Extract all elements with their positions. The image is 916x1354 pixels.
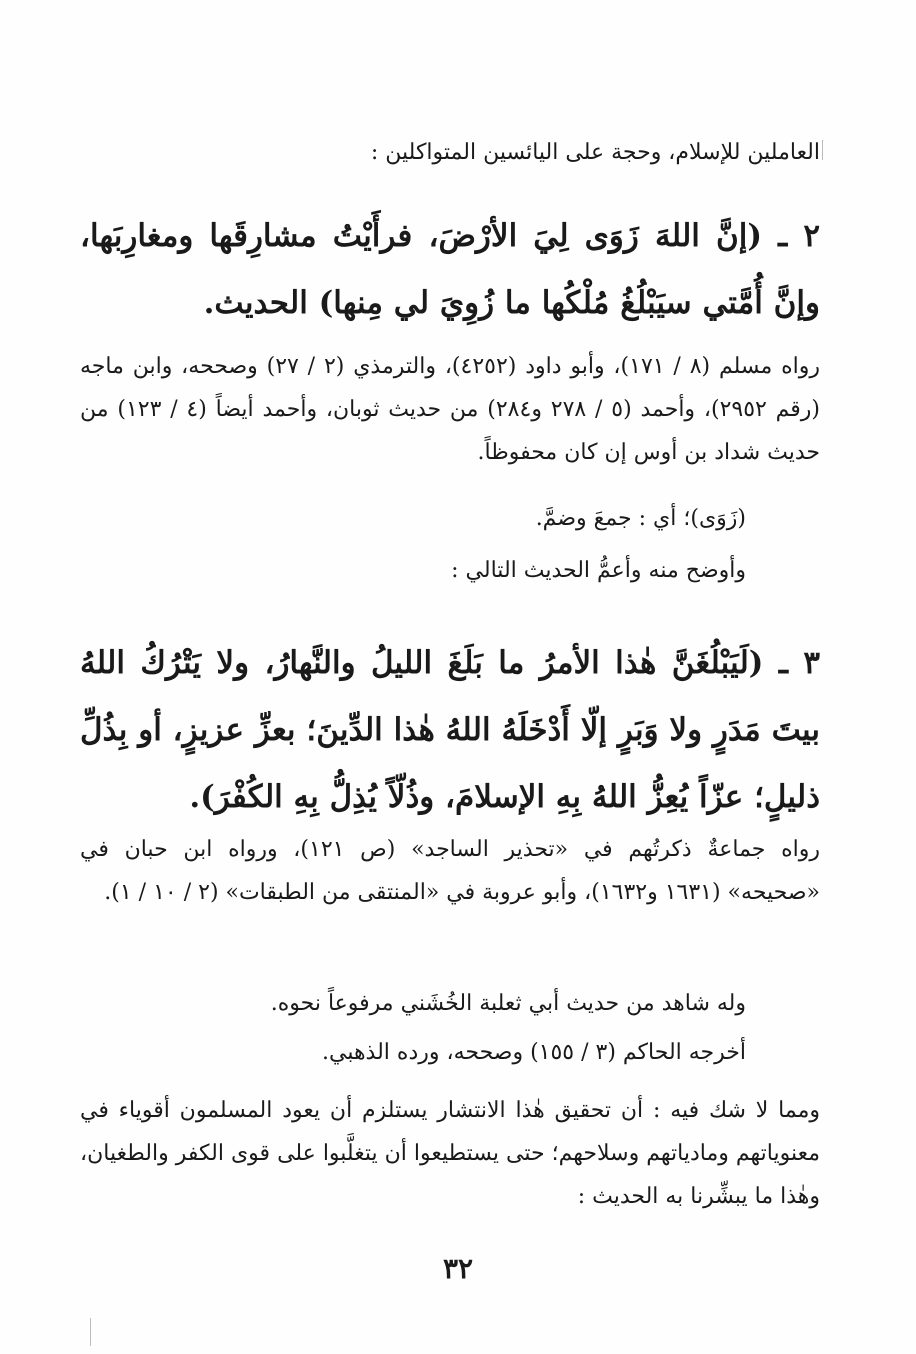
transition-line: وأوضح منه وأعمُّ الحديث التالي : [451, 558, 746, 583]
witness-line: وله شاهد من حديث أبي ثعلبة الخُشَني مرفوعاً نحوه. [270, 991, 746, 1016]
margin-mark-bottom [90, 1318, 91, 1346]
hakim-line: أخرجه الحاكم (٣ / ١٥٥) وصححه، ورده الذهبي. [321, 1040, 746, 1065]
takhrij-2: رواه مسلم (٨ / ١٧١)، وأبو داود (٤٢٥٢)، والترمذي (٢ / ٢٧) وصححه، وابن ماجه (رقم ٢٩٥٢)، وأحمد (٥ / ٢٧٨ و٢٨٤) من حديث ثوبان، وأحمد أيضاً (٤ / ١٢٣) من حديث شداد بن أوس إن كان محفوظاً. [80, 354, 821, 465]
takhrij-3: رواه جماعةٌ ذكرتُهم في «تحذير الساجد» (ص ١٢١)، ورواه ابن حبان في «صحيحه» (١٦٣١ و١٦٣٢)، وأبو عروبة في «المنتقى من الطبقات» (٢ / ١٠ / ١). [80, 837, 820, 905]
conclusion-paragraph: ومما لا شك فيه : أن تحقيق هٰذا الانتشار يستلزم أن يعود المسلمون أقوياء في معنوياتهم ومادياتهم وسلاحهم؛ حتى يستطيعوا أن يتغلَّبوا على قوى الكفر والطغيان، وهٰذا ما يبشِّرنا به الحديث : [80, 1098, 820, 1209]
hadith-3: ٣ ـ (لَيَبْلُغَنَّ هٰذا الأمرُ ما بَلَغَ الليلُ والنَّهارُ، ولا يَتْرُكُ اللهُ بيتَ مَدَرٍ ولا وَبَرٍ إلّا أَدْخَلَهُ اللهُ هٰذا الدِّينَ؛ بعزِّ عزيزٍ، أو بِذُلِّ ذليلٍ؛ عزّاً يُعِزُّ اللهُ بِهِ الإسلامَ، وذُلّاً يُذِلُّ بِهِ الكُفْرَ). [80, 645, 820, 815]
gloss-2: (زَوَى)؛ أي : جمعَ وضمَّ. [535, 506, 746, 531]
page-number: ٣٢ [442, 1252, 474, 1285]
margin-mark-top [822, 140, 823, 160]
hadith-2: ٢ ـ (إنَّ اللهَ زَوَى لِيَ الأرْضَ، فرأَيْتُ مشارِقَها ومغارِبَها، وإنَّ أُمَّتي سيَبْلُغُ مُلْكُها ما زُوِيَ لي مِنها) الحديث. [80, 218, 820, 321]
intro-line: العاملين للإسلام، وحجة على اليائسين المتواكلين : [370, 140, 820, 165]
